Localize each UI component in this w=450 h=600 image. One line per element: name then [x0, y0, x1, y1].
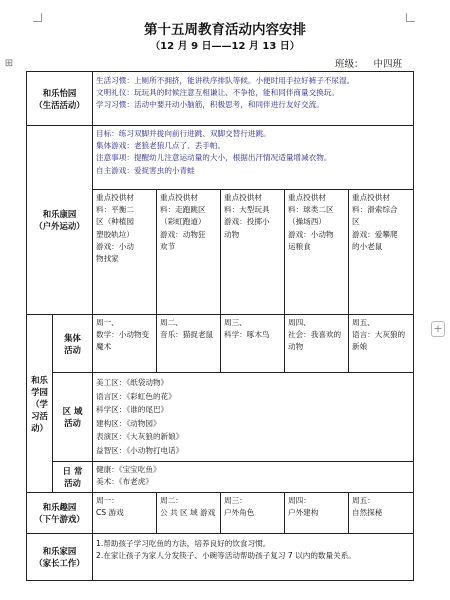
label-line: （下午游戏）: [34, 514, 85, 524]
cell-line: 运粮食: [288, 241, 311, 251]
outdoor-goal-line: 集体游戏：老狼老狼几点了、丢手帕。: [96, 141, 226, 151]
table-rule: [220, 492, 221, 533]
table-rule: [92, 492, 93, 581]
label-line: （家长工作）: [34, 558, 85, 568]
outdoor-label: [27, 126, 92, 314]
schedule-table: [26, 71, 414, 581]
cell-line: 周二：: [160, 496, 183, 505]
cell-line: 数学：小动物变魔术: [96, 330, 150, 352]
outdoor-area-1: [96, 192, 154, 265]
life-label-line: 和乐怡园: [42, 87, 77, 98]
cell-line: 音乐：猫捉老鼠: [160, 330, 214, 340]
life-content: [96, 75, 411, 112]
cell-line: 游戏：动物狂: [160, 229, 206, 239]
table-rule: [413, 71, 414, 581]
cell-line: 周二、: [160, 318, 183, 327]
cell-line: 游戏：投掷小: [224, 217, 270, 227]
list-item: 益智区：《小动物打电话》: [96, 445, 184, 455]
table-rule: [348, 492, 349, 533]
cell-line: 周三：: [224, 496, 247, 505]
cell-line: 游戏：小动: [96, 241, 134, 251]
cell-line: 周一：: [96, 496, 119, 505]
cell-line: 重点投供材: [352, 193, 390, 202]
cell-line: 重点投供材: [288, 193, 326, 202]
cell-line: 周五：: [352, 496, 375, 505]
life-line: 学习习惯：活动中要开动小脑筋，积极思考，和同伴进行友好交流。: [96, 100, 324, 110]
outdoor-area-4: [288, 192, 346, 253]
outdoor-goal-line: 目标：练习双脚并拢向前行进跳、双脚交替行进跳。: [96, 129, 271, 138]
cell-line: 语言：大灰狼的新娘: [352, 330, 406, 352]
cell-line: 料：走跑跳区: [160, 205, 206, 215]
list-item: 建构区：《动物园》: [96, 418, 161, 428]
list-item: 美术：《布老虎》: [96, 477, 153, 487]
life-label-line: （生活活动）: [34, 99, 85, 110]
label-line: 集体: [64, 332, 81, 343]
cell-line: 游戏：小动物: [288, 229, 334, 239]
outdoor-goal-line: 自主游戏：爱捉害虫的小青蛙: [96, 165, 195, 175]
cell-line: 料：滑索综合: [352, 205, 398, 215]
learning-label: [27, 315, 52, 492]
cell-line: 科学：啄木鸟: [224, 330, 270, 340]
table-rule: [52, 461, 414, 462]
play-thu: [288, 495, 346, 519]
daily-activity-label: [53, 462, 92, 492]
table-rule: [92, 189, 414, 190]
list-item: 科学区：《谁的尾巴》: [96, 405, 169, 415]
life-line: 文明礼仪：玩玩具的时候注意互相谦让、不争抢，能和同伴商量交换玩。: [96, 88, 339, 98]
outdoor-goals: [96, 128, 411, 177]
area-activity-label: [53, 373, 92, 461]
group-activity-fri: [352, 317, 411, 354]
cell-line: 户外建构: [288, 508, 319, 518]
outdoor-area-2: [160, 192, 218, 253]
label-line: 和乐家园: [42, 546, 77, 556]
cell-line: 区（种植园: [96, 217, 134, 227]
table-rule: [156, 189, 157, 314]
life-label: [27, 72, 92, 125]
cell-line: 户外角色: [224, 508, 255, 518]
learning-label-line: 学园: [31, 386, 48, 397]
label-line: 活动: [64, 418, 81, 428]
play-tue: [160, 495, 218, 519]
label-line: 和乐趣园: [42, 502, 77, 512]
page-title: 第十五周教育活动内容安排: [144, 22, 306, 38]
class-label: 班级：: [335, 59, 364, 70]
cell-line: 料：大型玩具: [224, 205, 270, 215]
list-item: 表演区：《大灰狼的新娘》: [96, 432, 184, 442]
table-rule: [52, 372, 414, 373]
cell-line: 区: [352, 217, 360, 227]
home-label: [27, 534, 92, 580]
cell-line: 动物: [224, 229, 240, 239]
table-rule: [284, 492, 285, 533]
life-line: 生活习惯：上厕所不拥挤，能讲秩序排队等候。小便时用手拉好裤子不尿湿。: [96, 76, 355, 85]
table-rule: [156, 314, 157, 372]
group-activity-mon: [96, 317, 154, 354]
cell-line: （操场西）: [288, 217, 326, 227]
home-content: [96, 538, 411, 562]
label-line: 日 常: [62, 466, 83, 476]
list-item: 美工区：《纸袋动物》: [96, 378, 169, 387]
label-line: 活动: [64, 478, 81, 488]
cell-line: 欢节: [160, 241, 176, 251]
cell-line: 重点投供材: [96, 193, 134, 202]
table-move-handle-icon[interactable]: ⊞: [4, 58, 14, 69]
add-row-icon[interactable]: +: [431, 321, 445, 337]
label-line: 区 域: [62, 406, 83, 416]
list-item: 健康：《宝宝吃鱼》: [96, 465, 161, 474]
learning-label-line: 动）: [31, 422, 48, 433]
table-rule: [284, 314, 285, 372]
cell-line: （彩虹跑道）: [160, 217, 206, 227]
cell-line: 公 共 区 域 游戏: [160, 508, 216, 518]
table-rule: [92, 314, 93, 492]
group-activity-thu: [288, 317, 346, 354]
table-rule: [26, 580, 414, 581]
daily-activity-list: [96, 464, 411, 488]
play-fri: [352, 495, 411, 519]
table-rule: [348, 189, 349, 314]
table-rule: [220, 314, 221, 372]
label-line: 活动: [64, 344, 81, 355]
learning-label-line: （学: [31, 398, 48, 409]
cell-line: 的小老鼠: [352, 241, 383, 251]
outdoor-label-line: 和乐康园: [42, 209, 77, 219]
cell-line: 重点投供材: [224, 193, 262, 202]
list-item: 语言区：《彩虹色的花》: [96, 391, 176, 401]
learning-label-line: 和乐: [31, 374, 48, 385]
class-line: [335, 56, 402, 70]
table-rule: [220, 189, 221, 314]
home-line: 2.在家让孩子为家人分发筷子、小碗等活动帮助孩子复习 7 以内的数量关系。: [96, 551, 356, 561]
outdoor-goal-line: 注意事项：提醒幼儿注意运动量的大小，根据出汗情况适量增减衣物。: [96, 153, 332, 163]
cell-line: 重点投供材: [160, 193, 198, 202]
cell-line: 周一、: [96, 318, 119, 327]
table-rule: [284, 189, 285, 314]
home-line: 1.帮助孩子学习吃鱼的方法，培养良好的饮食习惯。: [96, 539, 271, 548]
outdoor-area-3: [224, 192, 282, 241]
cell-line: 游戏：爱攀爬: [352, 229, 398, 239]
date-range: （12 月 9 日——12 月 13 日）: [150, 41, 300, 52]
cell-line: 周四：: [288, 496, 311, 505]
cell-line: 料：球类二区: [288, 205, 334, 215]
cell-line: 周三、: [224, 318, 247, 327]
class-value: 中四班: [373, 59, 403, 70]
outdoor-area-5: [352, 192, 411, 253]
outdoor-label-line: （户外运动）: [34, 221, 85, 231]
group-activity-wed: [224, 317, 282, 341]
table-rule: [156, 492, 157, 533]
group-activity-label: [53, 315, 92, 372]
cell-line: 自然探秘: [352, 508, 383, 518]
cell-line: 社会：我喜欢的动物: [288, 330, 342, 352]
play-wed: [224, 495, 282, 519]
cell-line: 周四、: [288, 318, 311, 327]
cell-line: CS 游戏: [96, 508, 124, 518]
table-rule: [92, 71, 93, 314]
play-mon: [96, 495, 154, 519]
play-label: [27, 493, 92, 533]
cell-line: 料：平衡二: [96, 205, 134, 215]
cell-line: 周五、: [352, 318, 375, 327]
learning-label-line: 习活: [31, 410, 48, 421]
cell-line: 物找家: [96, 254, 119, 264]
area-activity-list: [96, 376, 411, 458]
cell-line: 塑胶轨垃）: [96, 229, 134, 239]
table-rule: [348, 314, 349, 372]
group-activity-tue: [160, 317, 218, 341]
